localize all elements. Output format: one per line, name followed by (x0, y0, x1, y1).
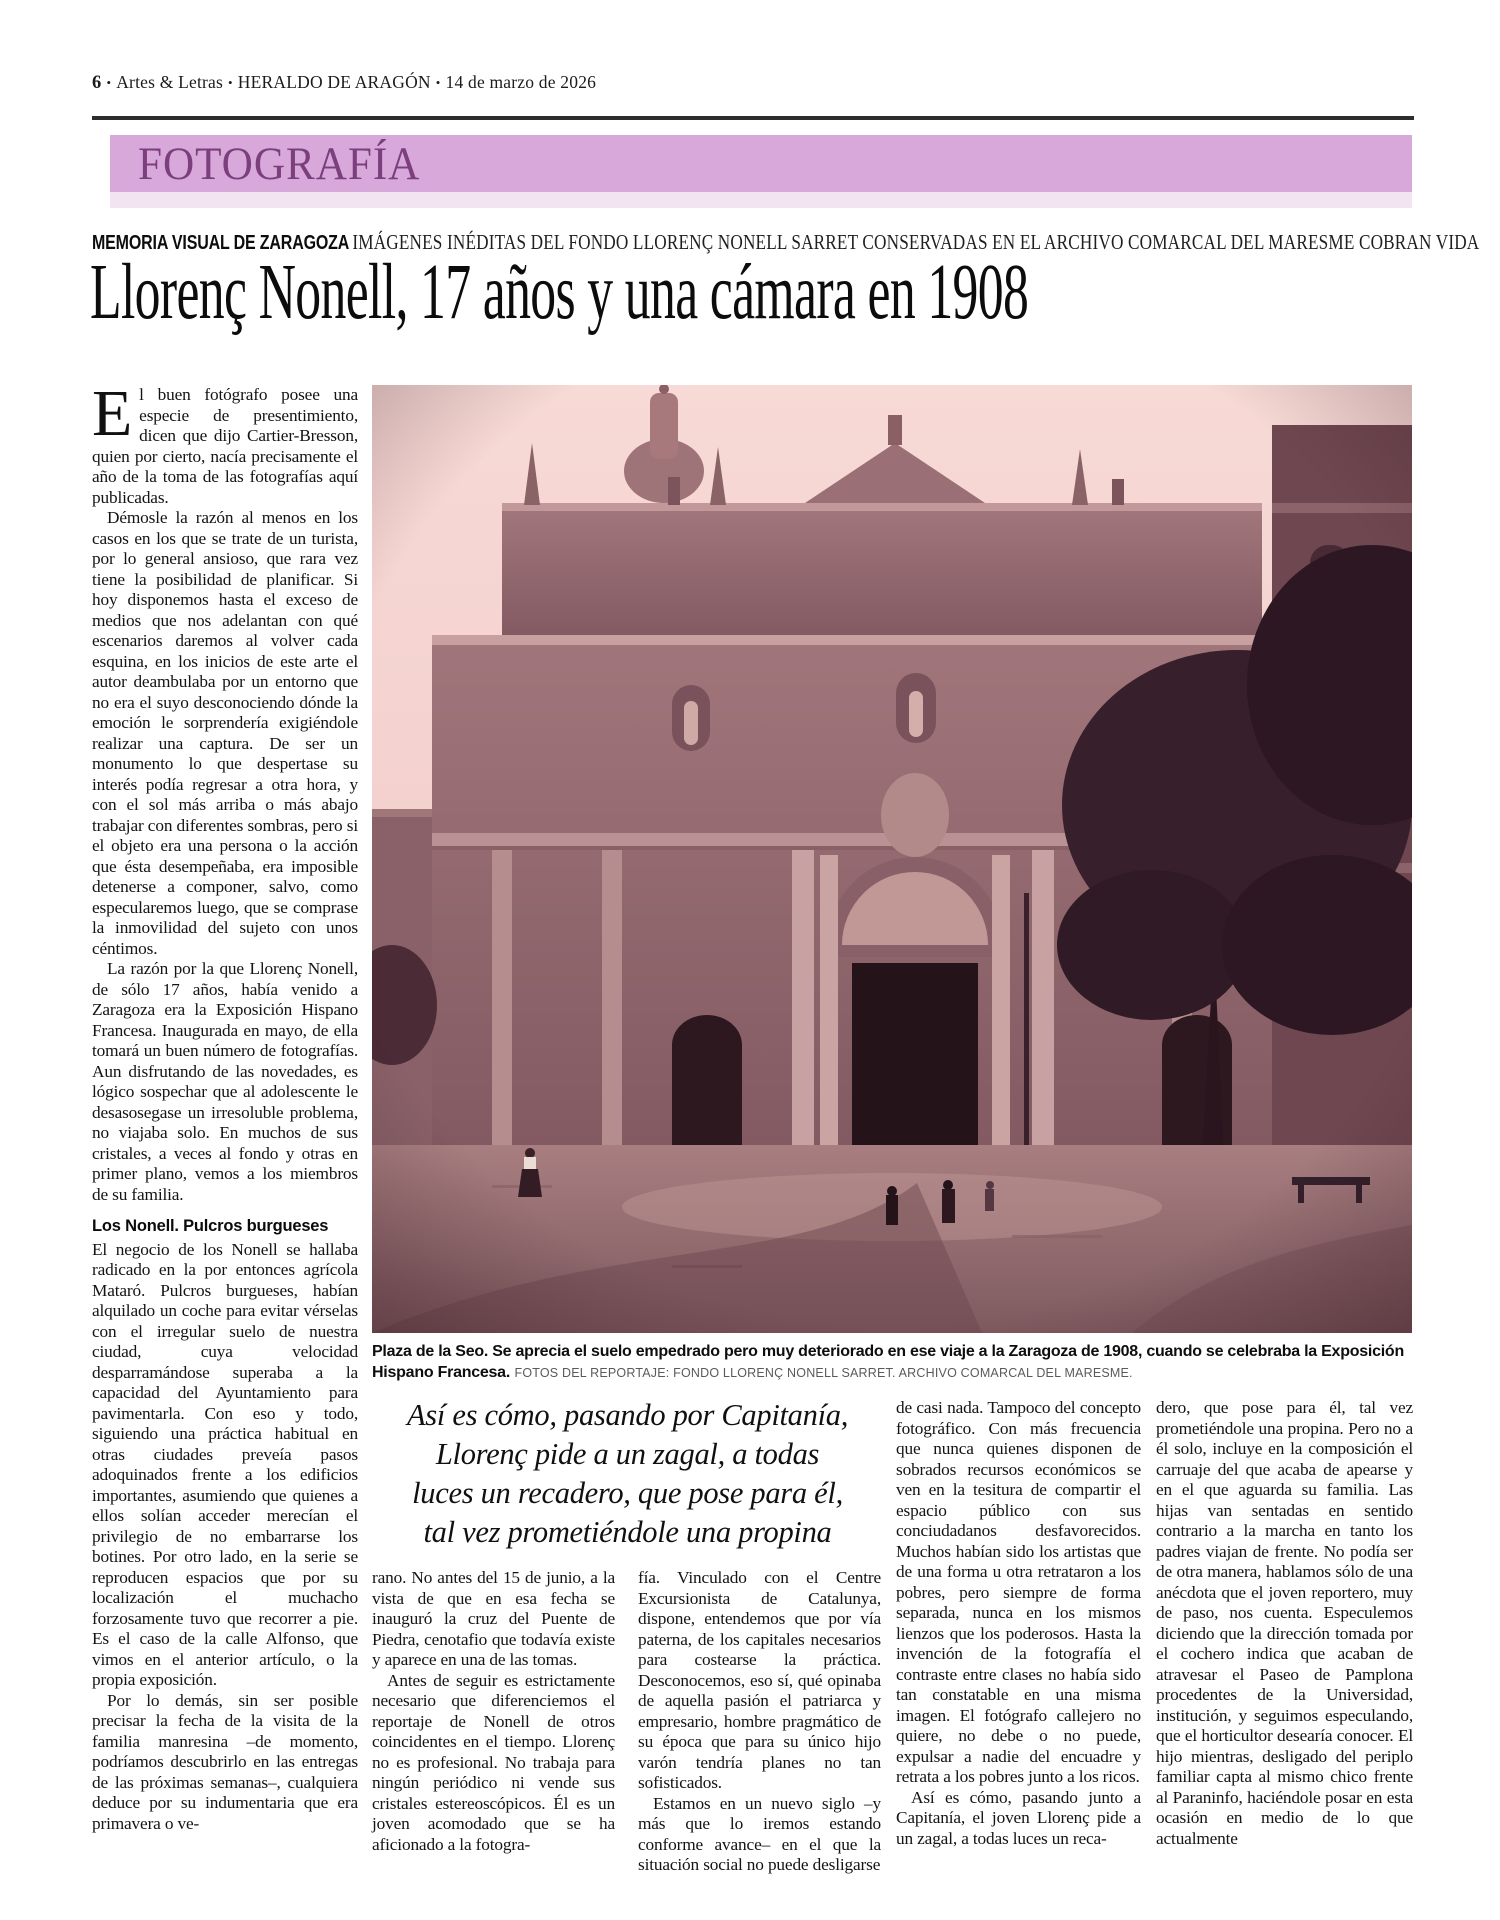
paragraph: Démosle la razón al menos en los casos en los que se trate de un turista, por lo general ansioso, que rara vez tiene la posibilidad de planificar. Si hoy disponemos hasta el exceso de medios que nos adelantan con qué escenarios daremos al volver cada esquina, en los inicios de este arte el autor deambulaba por un entorno que no era el suyo desconociendo dónde la emoción le sorprendería exigiéndole realizar una captura. De ser un monumento lo que despertase su interés podía regresar a otra hora, y con el sol más arriba o más abajo trabajar con diferentes sombras, pero si el objeto era una persona o la acción que ésta desempeñaba, era imposible detenerse a componer, salvo, como especularemos luego, que se comprase la inmovilidad del sujeto con unos céntimos. (92, 508, 358, 958)
masthead-section: Artes & Letras (116, 72, 224, 92)
masthead-separator: • (228, 75, 233, 90)
masthead-paper-name: HERALDO DE ARAGÓN (237, 72, 431, 92)
paragraph: Por lo demás, sin ser posible precisar la fecha de la visita de la familia manresina –de momento, podríamos descubrirlo en las entregas de las próximas semanas–, cualquiera deduce por su indumentaria que era primavera o ve- (92, 1690, 358, 1833)
paragraph: dero, que pose para él, tal vez prometiéndole una propina. Pero no a él solo, incluye en la composición el carruaje del que acaba de apearse y en el que aguarda su familia. Las hijas van sentadas en sentido contrario a la marcha en tanto los padres viajan de frente. No podía ser de otra manera, hablamos sólo de una anécdota que el joven reportero, muy de paso, nos cuenta. Especulemos diciendo que la dirección tomada por el cochero indica que acaban de atravesar el Paseo de Pamplona procedentes de la Universidad, institución, y seguimos especulando, que el horticultor desearía conocer. El hijo mientras, desligado del periplo familiar capta al mismo chico frente al Paraninfo, haciéndole posar en esta ocasión en medio de lo que actualmente (1156, 1398, 1413, 1848)
photo-credit: FOTOS DEL REPORTAJE: FONDO LLORENÇ NONELL SARRET. ARCHIVO COMARCAL DEL MARESME. (514, 1366, 1133, 1380)
photo-caption (372, 1341, 1412, 1384)
section-band-fade (110, 192, 1412, 208)
paragraph-text: l buen fotógrafo posee una especie de presentimiento, dicen que dijo Cartier-Bresson, quien por cierto, nacía precisamente el año de la toma de las fotografías aquí publicadas. (92, 385, 358, 507)
paragraph: Antes de seguir es estrictamente necesario que diferenciemos el reportaje de Nonell de otros coincidentes en el tiempo. Llorenç no es profesional. No trabaja para ningún periódico ni vende sus cristales estereoscópicos. Él es un joven acomodado que se ha aficionado a la fotogra- (372, 1670, 615, 1854)
article-photo (372, 385, 1412, 1333)
article-column-2 (372, 1568, 615, 1855)
pull-quote-line: Llorenç pide a un zagal, a todas (435, 1437, 820, 1471)
paragraph (92, 377, 358, 508)
pull-quote-line: tal vez prometiéndole una propina (423, 1515, 832, 1549)
masthead-date: 14 de marzo de 2026 (445, 72, 597, 92)
paragraph: Estamos en un nuevo siglo –y más que lo iremos estando conforme avance– en el que la situación social no puede desligarse (638, 1793, 881, 1874)
plaza-photo-illustration (372, 385, 1412, 1333)
paragraph: de casi nada. Tampoco del concepto fotográfico. Con más frecuencia que nunca quienes disponen de sobrados recursos económicos se ven en la tesitura de compartir el espacio público con sus conciudadanos desfavorecidos. Muchos habían sido los artistas que de una forma u otra retrataron a los pobres, pero siempre de forma separada, nunca en los mismos lienzos que los poderosos. Hasta la invención de la fotografía el contraste entre clases no había sido tan constatable en una misma imagen. El fotógrafo callejero no quiere, no debe o no puede, expulsar a nadie del encuadre y retrata a los pobres junto a los ricos. (896, 1398, 1141, 1786)
section-title: FOTOGRAFÍA (138, 138, 421, 190)
article-column-3 (638, 1568, 881, 1876)
paragraph: El negocio de los Nonell se hallaba radicado en la por entonces agrícola Mataró. Pulcros burgueses, habían alquilado un coche para evitar vérselas con el irregular suelo de nuestra ciudad, cuya velocidad desparramándose superaba a la capacidad del Ayuntamiento para pavimentarla. Con eso y todo, siguiendo una práctica habitual en otras ciudades preveía pasos adoquinados frente a los edificios importantes, asumiendo que quienes a ellos solían acceder merecían el privilegio de no embarrarse los botines. Por otro lado, en la serie se reproducen espacios que por su localización el muchacho forzosamente tuvo que recorrer a pie. Es el caso de la calle Alfonso, que vimos en el anterior artículo, o la propia exposición. (92, 1239, 358, 1689)
article-column-5 (1156, 1398, 1413, 1849)
article-column-1 (92, 377, 358, 1834)
pull-quote-line: luces un recadero, que pose para él, (412, 1476, 843, 1510)
section-band (110, 135, 1412, 192)
top-rule (92, 116, 1414, 120)
headline: Llorenç Nonell, 17 años y una cámara en 1908 (90, 249, 1029, 336)
article-subhead: Los Nonell. Pulcros burgueses (92, 1217, 329, 1235)
masthead-separator: • (435, 75, 441, 90)
paragraph: Así es cómo, pasando junto a Capitanía, el joven Llorenç pide a un zagal, a todas luces un reca- (896, 1787, 1141, 1848)
masthead (92, 72, 1412, 94)
paragraph: La razón por la que Llorenç Nonell, de sólo 17 años, había venido a Zaragoza era la Exposición Hispano Francesa. Inaugurada en mayo, de ella tomará un buen número de fotografías. Aun disfrutando de las novedades, es lógico sospechar que al adolescente le desasosegase un irresoluble problema, no viajaba solo. En muchos de sus cristales, a veces al fondo y otras en primer plano, vemos a los miembros de su familia. (92, 959, 358, 1204)
kicker-lead: MEMORIA VISUAL DE ZARAGOZA (92, 232, 350, 254)
page-number: 6 (92, 73, 102, 93)
masthead-separator: • (106, 75, 112, 90)
pull-quote (374, 1396, 881, 1552)
vignette (372, 385, 1412, 1333)
pull-quote-line: Así es cómo, pasando por Capitanía, (406, 1398, 849, 1432)
paragraph: fía. Vinculado con el Centre Excursionista de Catalunya, dispone, entendemos que por vía paterna, de los capitales necesarios para costearse la práctica. Desconocemos, eso sí, qué opinaba de aquella pasión el patriarca y empresario, hombre pragmático de su época que para su único hijo varón tendría planes no tan sofisticados. (638, 1568, 881, 1792)
article-column-4 (896, 1398, 1141, 1849)
drop-cap: E (92, 377, 133, 450)
kicker-text: IMÁGENES INÉDITAS DEL FONDO LLORENÇ NONELL SARRET CONSERVADAS EN EL ARCHIVO COMARCAL DEL MARESME COBRAN VIDA (352, 230, 1480, 254)
caption-text: Plaza de la Seo. Se aprecia el suelo empedrado pero muy deteriorado en ese viaje a la Zaragoza de 1908, cuando se celebraba la Exposición Hispano Francesa. (372, 1343, 1404, 1381)
paragraph: rano. No antes del 15 de junio, a la vista de que en esa fecha se inauguró la cruz del Puente de Piedra, cenotafio que todavía existe y aparece en una de las tomas. (372, 1568, 615, 1669)
